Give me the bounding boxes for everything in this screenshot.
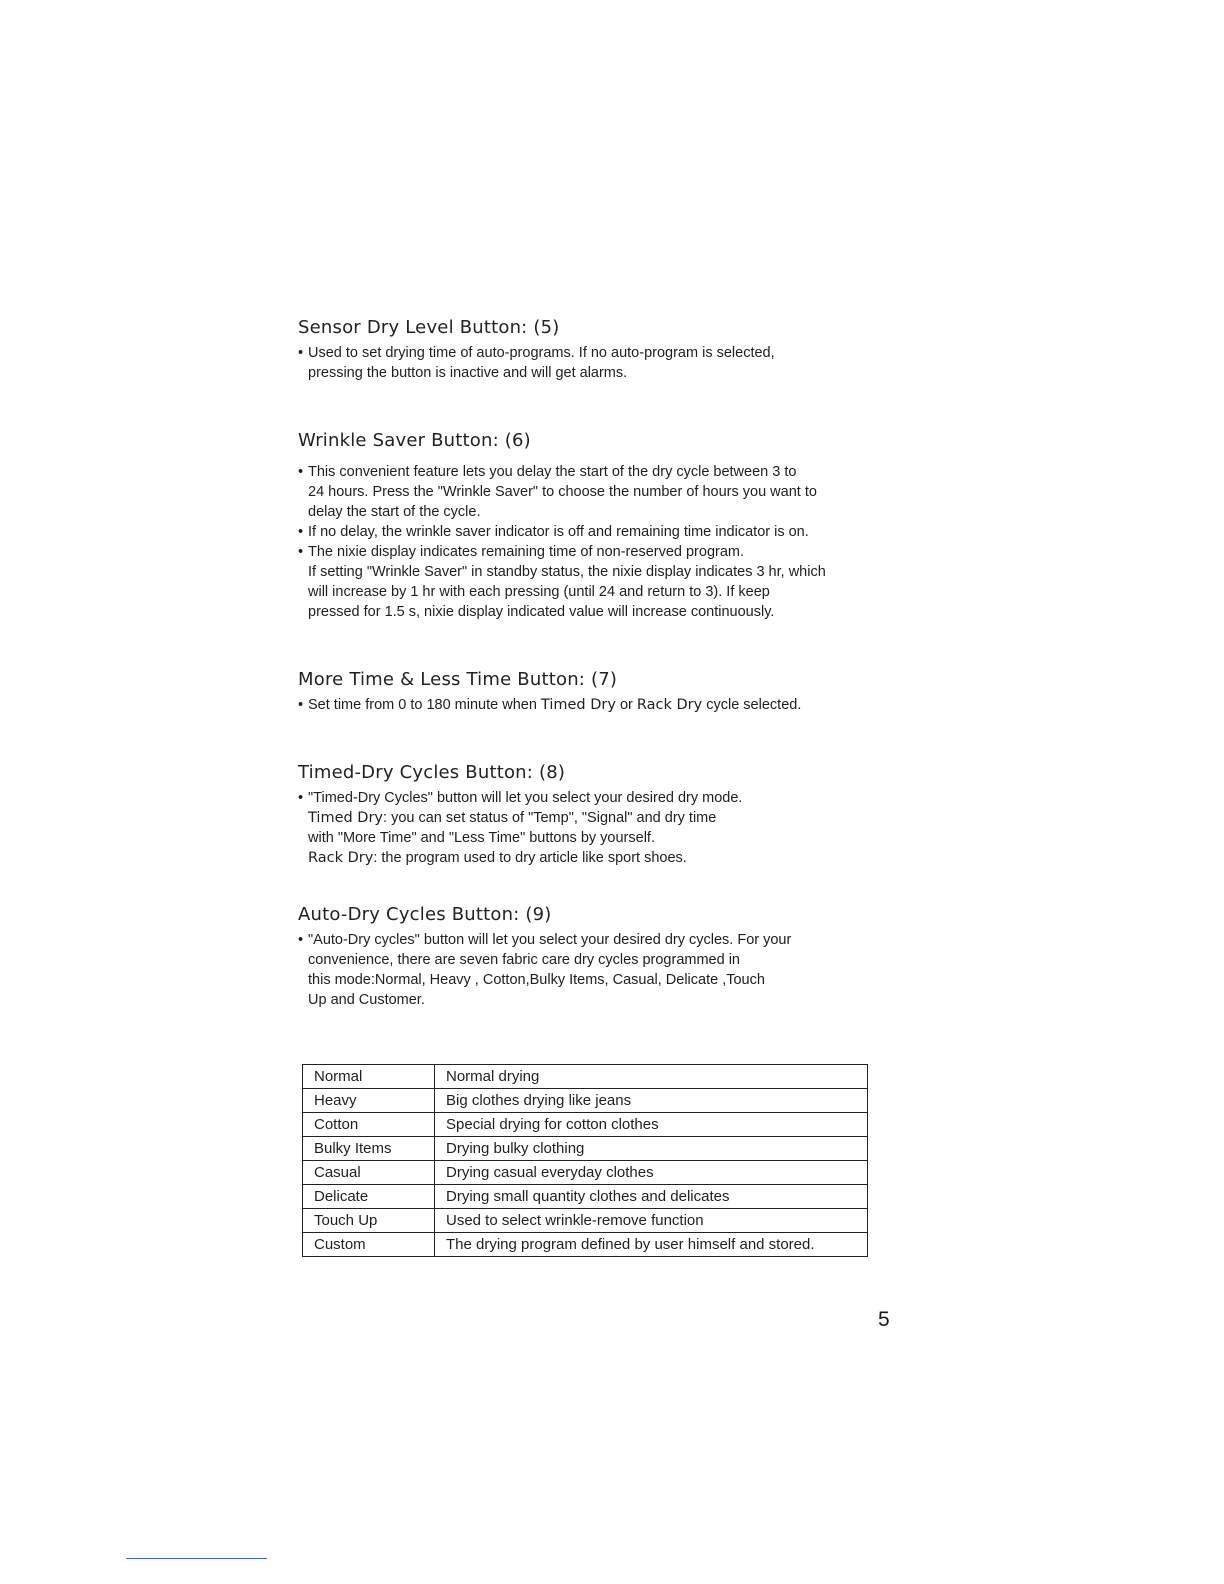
bullet-item (298, 343, 888, 383)
text-fragment: cycle selected. (702, 697, 802, 713)
section-heading: Timed-Dry Cycles Button: (8) (298, 762, 566, 783)
timed-dry-label: Timed Dry (540, 697, 616, 713)
section-heading: Auto-Dry Cycles Button: (9) (298, 904, 552, 925)
bullet-item (298, 542, 888, 622)
section-wrinkle-saver (298, 429, 888, 622)
table-row (303, 1065, 868, 1089)
text-fragment: : the program used to dry article like sport shoes. (373, 850, 687, 866)
text-line: Up and Customer. (308, 992, 425, 1008)
cycle-description: Drying bulky clothing (435, 1137, 868, 1161)
text-line: This convenient feature lets you delay the start of the dry cycle between 3 to (308, 464, 797, 480)
bullet-icon: • (298, 697, 304, 713)
page-number: 5 (878, 1308, 890, 1331)
footer-divider (126, 1558, 267, 1559)
text-line: delay the start of the cycle. (308, 504, 481, 520)
cycle-name: Casual (303, 1161, 435, 1185)
table-row (303, 1137, 868, 1161)
text-line: If setting "Wrinkle Saver" in standby status, the nixie display indicates 3 hr, which (308, 564, 826, 580)
bullet-item (298, 788, 888, 868)
text-line: pressing the button is inactive and will get alarms. (308, 365, 628, 381)
section-heading: More Time & Less Time Button: (7) (298, 669, 618, 690)
table-row (303, 1161, 868, 1185)
cycle-description: Used to select wrinkle-remove function (435, 1209, 868, 1233)
cycle-description: Normal drying (435, 1065, 868, 1089)
text-fragment: or (615, 697, 637, 713)
text-line: with "More Time" and "Less Time" buttons by yourself. (308, 830, 655, 846)
bullet-icon: • (298, 790, 304, 806)
bullet-icon: • (298, 932, 304, 948)
bullet-item (298, 522, 888, 542)
text-fragment: : you can set status of "Temp", "Signal" and dry time (383, 810, 717, 826)
cycle-name: Delicate (303, 1185, 435, 1209)
cycle-description: Special drying for cotton clothes (435, 1113, 868, 1137)
text-line: "Auto-Dry cycles" button will let you select your desired dry cycles. For your (308, 932, 792, 948)
section-auto-dry-cycles (298, 903, 888, 1010)
cycle-description: The drying program defined by user himself and stored. (435, 1233, 868, 1257)
rack-dry-label: Rack Dry (636, 697, 703, 713)
cycle-name: Cotton (303, 1113, 435, 1137)
page-content (298, 316, 888, 1010)
table-row (303, 1233, 868, 1257)
table-row (303, 1113, 868, 1137)
cycle-name: Bulky Items (303, 1137, 435, 1161)
text-line (308, 848, 888, 868)
text-line: "Timed-Dry Cycles" button will let you select your desired dry mode. (308, 790, 743, 806)
cycle-description: Drying casual everyday clothes (435, 1161, 868, 1185)
bullet-icon: • (298, 464, 304, 480)
text-line: Used to set drying time of auto-programs. If no auto-program is selected, (308, 345, 775, 361)
bullet-item (298, 695, 888, 715)
cycle-name: Custom (303, 1233, 435, 1257)
text-fragment: Set time from 0 to 180 minute when (308, 697, 541, 713)
section-heading: Sensor Dry Level Button: (5) (298, 317, 560, 338)
text-line: pressed for 1.5 s, nixie display indicated value will increase continuously. (308, 604, 775, 620)
text-line: The nixie display indicates remaining time of non-reserved program. (308, 544, 745, 560)
table-row (303, 1089, 868, 1113)
text-line (308, 808, 888, 828)
timed-dry-label: Timed Dry (308, 810, 384, 826)
dry-cycles-table (302, 1064, 868, 1257)
table-row (303, 1209, 868, 1233)
cycle-name: Touch Up (303, 1209, 435, 1233)
bullet-icon: • (298, 345, 304, 361)
text-line: will increase by 1 hr with each pressing (until 24 and return to 3). If keep (308, 584, 770, 600)
text-line: If no delay, the wrinkle saver indicator is off and remaining time indicator is on. (308, 524, 809, 540)
section-heading: Wrinkle Saver Button: (6) (298, 430, 531, 451)
text-line: convenience, there are seven fabric care dry cycles programmed in (308, 952, 740, 968)
text-line: 24 hours. Press the "Wrinkle Saver" to choose the number of hours you want to (308, 484, 817, 500)
bullet-item (298, 930, 888, 1010)
text-line: this mode:Normal, Heavy , Cotton,Bulky Items, Casual, Delicate ,Touch (308, 972, 765, 988)
section-sensor-dry-level (298, 316, 888, 383)
bullet-icon: • (298, 544, 304, 560)
cycle-description: Big clothes drying like jeans (435, 1089, 868, 1113)
cycle-name: Normal (303, 1065, 435, 1089)
text-line (308, 695, 888, 715)
rack-dry-label: Rack Dry (308, 850, 374, 866)
section-more-less-time (298, 668, 888, 715)
cycle-name: Heavy (303, 1089, 435, 1113)
section-timed-dry-cycles (298, 761, 888, 868)
table-row (303, 1185, 868, 1209)
bullet-item (298, 462, 888, 522)
bullet-icon: • (298, 524, 304, 540)
cycle-description: Drying small quantity clothes and delicates (435, 1185, 868, 1209)
